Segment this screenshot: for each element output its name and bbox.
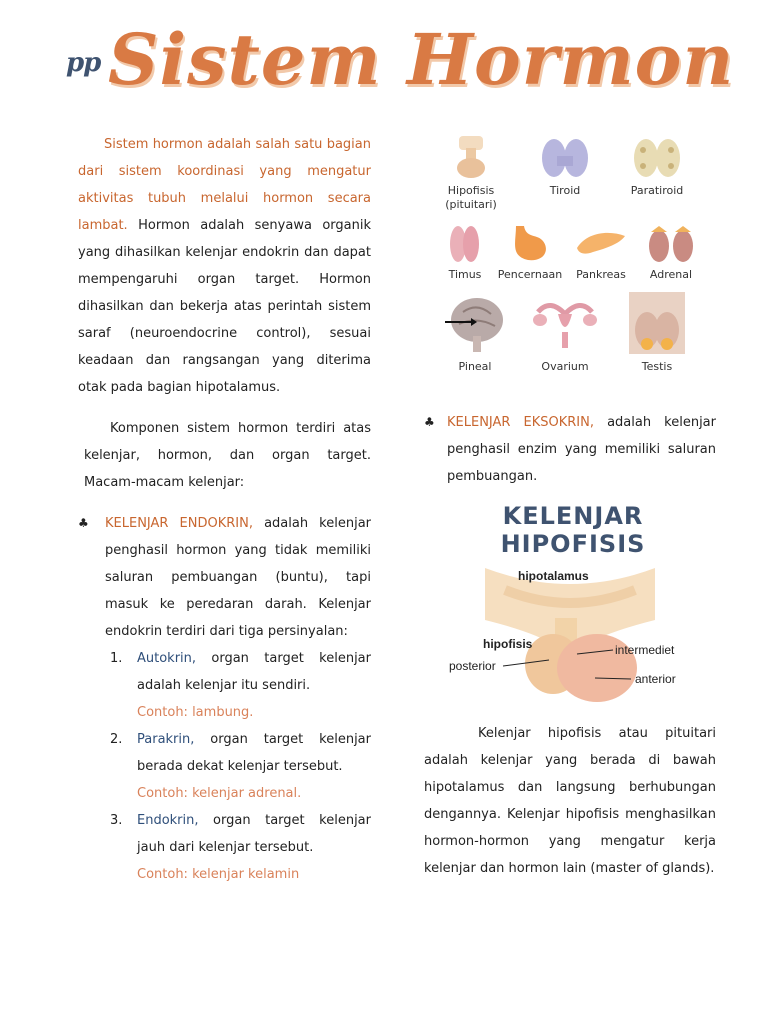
type-desc: organ target kelenjar jauh dari kelenjar tersebut. — [137, 813, 371, 855]
type-example: Contoh: lambung. — [137, 705, 254, 720]
endokrin-text: adalah kelenjar penghasil hormon yang tidak memiliki saluran pembuangan (buntu), tapi masuk ke peredaran darah. Kelenjar endokrin terdiri dari tiga persinyalan: — [105, 516, 372, 639]
type-desc: organ target kelenjar berada dekat kelenjar tersebut. — [137, 732, 371, 774]
title-prefix: pp — [66, 48, 101, 78]
club-bullet-icon: ♣ — [424, 415, 435, 429]
type-name: Autokrin, — [137, 651, 197, 666]
organ-tiroid: Tiroid — [520, 136, 610, 198]
brain-icon — [443, 292, 507, 356]
list-item — [110, 726, 371, 807]
endokrin-bullet — [78, 510, 371, 888]
section-heading: KELENJAR HIPOFISIS — [500, 502, 646, 558]
thyroid-icon — [539, 136, 591, 180]
type-name: Parakrin, — [137, 732, 195, 747]
hipofisis-diagram — [445, 560, 695, 710]
eksokrin-text: adalah kelenjar penghasil enzim yang memiliki saluran pembuangan. — [447, 415, 716, 484]
hipofisis-paragraph: Kelenjar hipofisis atau pituitari adalah kelenjar yang berada di bawah hipotalamus dan langsung berhubungan dengannya. Kelenjar hipofisis menghasilkan hormon-hormon yang mengatur kerja kelenjar dan hormon lain (master of glands). — [424, 726, 716, 876]
testis-icon — [627, 290, 687, 356]
organ-adrenal: Adrenal — [626, 222, 716, 282]
organ-testis: Testis — [612, 290, 702, 374]
thymus-icon — [445, 222, 485, 264]
intro-lead: Sistem hormon adalah salah satu bagian dari sistem koordinasi yang mengatur aktivitas tubuh melalui hormon secara lambat. — [78, 137, 371, 233]
ovary-icon — [530, 296, 600, 356]
organ-hipofisis: Hipofisis (pituitari) — [426, 134, 516, 212]
endokrin-keyword: KELENJAR ENDOKRIN, — [105, 516, 253, 531]
list-item — [110, 807, 371, 888]
intro-rest: Hormon adalah senyawa organik yang dihasilkan kelenjar endokrin dan dapat mempengaruhi organ target. Hormon dihasilkan dan bekerja atas perintah sistem saraf (neuroendocrine control), sesuai keadaan dan rangsangan yang diterima otak pada bagian hipotalamus. — [78, 218, 371, 395]
organ-pankreas: Pankreas — [556, 222, 646, 282]
gland-illustrations — [440, 130, 710, 380]
organ-paratiroid: Paratiroid — [612, 136, 702, 198]
type-example: Contoh: kelenjar kelamin — [137, 867, 300, 882]
organ-ovarium: Ovarium — [520, 296, 610, 374]
organ-pencernaan: Pencernaan — [485, 222, 575, 282]
label-anterior: anterior — [635, 672, 676, 686]
type-desc: organ target kelenjar adalah kelenjar itu sendiri. — [137, 651, 371, 693]
eksokrin-keyword: KELENJAR EKSOKRIN, — [447, 415, 594, 430]
page-header — [60, 18, 735, 108]
pancreas-icon — [573, 222, 629, 264]
page-title: Sistem Hormon — [108, 18, 735, 101]
list-number: 3. — [110, 813, 123, 828]
left-column — [78, 131, 371, 888]
hipofisis-icon — [449, 134, 493, 180]
organ-pineal: Pineal — [430, 292, 520, 374]
parathyroid-icon — [631, 136, 683, 180]
label-hipofisis: hipofisis — [483, 637, 533, 651]
stomach-icon — [506, 222, 554, 264]
signal-types-list — [105, 645, 371, 888]
label-hipotalamus: hipotalamus — [518, 569, 589, 583]
intro-paragraph — [78, 131, 371, 401]
organ-timus: Timus — [420, 222, 510, 282]
type-example: Contoh: kelenjar adrenal. — [137, 786, 302, 801]
eksokrin-bullet — [424, 409, 716, 490]
list-number: 1. — [110, 651, 123, 666]
adrenal-icon — [645, 222, 697, 264]
club-bullet-icon: ♣ — [78, 516, 89, 530]
components-paragraph: Komponen sistem hormon terdiri atas kelenjar, hormon, dan organ target. Macam-macam kelenjar: — [84, 421, 371, 490]
label-posterior: posterior — [449, 659, 496, 673]
label-intermediet: intermediet — [615, 643, 675, 657]
list-item — [110, 645, 371, 726]
list-number: 2. — [110, 732, 123, 747]
type-name: Endokrin, — [137, 813, 199, 828]
